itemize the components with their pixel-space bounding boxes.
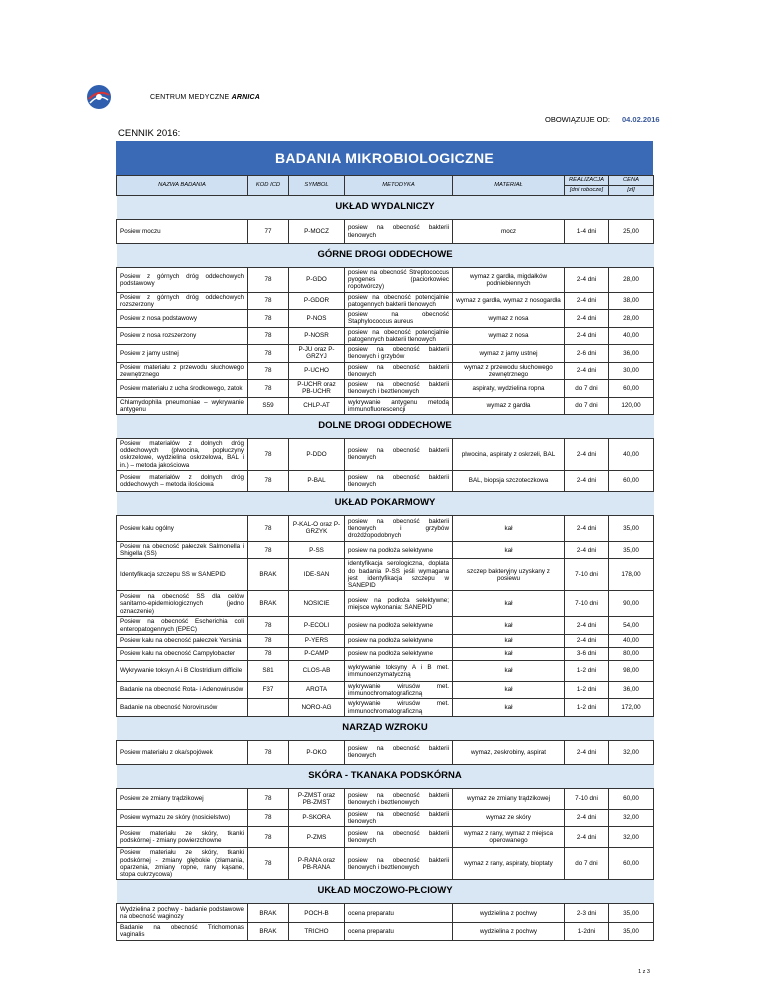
icd-code: BRAK	[248, 559, 289, 591]
test-name: Posiew materiału z ucha środkowego, zatok	[117, 380, 248, 397]
col-name-header: NAZWA BADANIA	[117, 176, 248, 196]
test-symbol: P-CAMP	[289, 647, 345, 660]
test-method: posiew na obecność bakterii tlenowych	[345, 470, 453, 491]
icd-code: 78	[248, 848, 289, 880]
table-row	[117, 923, 654, 940]
test-name: Posiew z nosa podstawowy	[117, 310, 248, 327]
test-symbol: IDE-SAN	[289, 559, 345, 591]
test-price: 98,00	[609, 660, 654, 681]
test-name: Chlamydophila pneumoniae – wykrywanie antygenu	[117, 397, 248, 414]
test-method: posiew na obecność potencjalnie patogennych bakterii tlenowych	[345, 327, 453, 344]
icd-code: S59	[248, 397, 289, 414]
table-row	[117, 438, 654, 470]
realization-days: 2-4 dni	[565, 617, 609, 634]
table-row	[117, 827, 654, 848]
test-price: 60,00	[609, 848, 654, 880]
icd-code: BRAK	[248, 904, 289, 923]
icd-code: 78	[248, 634, 289, 647]
test-method: posiew na obecność potencjalnie patogennych bakterii tlenowych	[345, 292, 453, 309]
test-method: posiew na obecność bakterii tlenowych	[345, 438, 453, 470]
test-method: posiew na obecność bakterii tlenowych i beztlenowych	[345, 848, 453, 880]
valid-from-date: 04.02.2016	[622, 115, 660, 124]
realization-days: do 7 dni	[565, 848, 609, 880]
table-row	[117, 617, 654, 634]
test-method: posiew na podłoża selektywne	[345, 634, 453, 647]
test-name: Posiew z jamy ustnej	[117, 345, 248, 362]
icd-code: F37	[248, 681, 289, 698]
realization-days: 2-4 dni	[565, 809, 609, 826]
section-header	[117, 414, 654, 438]
test-name: Posiew kału na obecność Campylobacter	[117, 647, 248, 660]
test-name: Posiew materiału z oka/spojówek	[117, 740, 248, 764]
valid-from-label: OBOWIĄZUJE OD:	[545, 115, 611, 124]
test-method: wykrywanie wirusów met. immunochromatograficzną	[345, 699, 453, 716]
col-method-header: METODYKA	[345, 176, 453, 196]
test-name: Posiew z górnych dróg oddechowych podstawowy	[117, 268, 248, 293]
realization-days: 2-4 dni	[565, 470, 609, 491]
test-name: Posiew na obecność pałeczek Salmonella i Shigella (SS)	[117, 541, 248, 558]
test-material: plwocina, aspiraty z oskrzeli, BAL	[453, 438, 565, 470]
table-row	[117, 559, 654, 591]
test-method: posiew na obecność bakterii tlenowych i grzybów	[345, 345, 453, 362]
table-row	[117, 848, 654, 880]
test-price: 32,00	[609, 740, 654, 764]
test-material: wymaz ze skóry	[453, 809, 565, 826]
test-method: posiew na obecność bakterii tlenowych	[345, 740, 453, 764]
test-name: Posiew moczu	[117, 220, 248, 244]
section-title: NARZĄD WZROKU	[117, 716, 654, 740]
test-method: posiew na podłoża selektywne	[345, 617, 453, 634]
test-name: Posiew materiału z przewodu słuchowego zewnętrznego	[117, 362, 248, 379]
test-symbol: P-RANA oraz PB-RANA	[289, 848, 345, 880]
price-grid	[116, 175, 654, 941]
test-symbol: NORO-AG	[289, 699, 345, 716]
table-row	[117, 904, 654, 923]
test-material: kał	[453, 634, 565, 647]
test-method: posiew na obecność bakterii tlenowych	[345, 220, 453, 244]
icd-code: 78	[248, 541, 289, 558]
test-name: Posiew materiału ze skóry, tkanki podskórnej - zmiany powierzchowne	[117, 827, 248, 848]
test-name: Posiew kału na obecność pałeczek Yersinia	[117, 634, 248, 647]
test-material: wymaz ze zmiany trądzikowej	[453, 788, 565, 809]
test-name: Posiew materiałów z dolnych dróg oddechowych – metoda ilościowa	[117, 470, 248, 491]
realization-days: 1-2 dni	[565, 699, 609, 716]
icd-code: 78	[248, 380, 289, 397]
section-header	[117, 244, 654, 268]
section-header	[117, 196, 654, 220]
test-method: posiew na obecność bakterii tlenowych	[345, 362, 453, 379]
table-row	[117, 292, 654, 309]
test-material: kał	[453, 647, 565, 660]
test-method: wykrywanie wirusów met. immunochromatograficzną	[345, 681, 453, 698]
test-material: wymaz z nosa	[453, 310, 565, 327]
test-method: posiew na obecność bakterii tlenowych	[345, 809, 453, 826]
icd-code: 78	[248, 617, 289, 634]
test-material: kał	[453, 660, 565, 681]
test-material: kał	[453, 681, 565, 698]
test-material: wymaz, zeskrobiny, aspirat	[453, 740, 565, 764]
test-name: Badanie na obecność Rota- i Adenowirusów	[117, 681, 248, 698]
realization-days: 2-4 dni	[565, 541, 609, 558]
icd-code: 78	[248, 310, 289, 327]
column-header-row	[117, 176, 654, 186]
test-method: identyfikacja serologiczna, doplata do badania P-SS jeśli wymagana jest identyfikacja szczepu w SANEPID	[345, 559, 453, 591]
test-symbol: AROTA	[289, 681, 345, 698]
table-row	[117, 809, 654, 826]
test-material: wymaz z gardła	[453, 397, 565, 414]
test-price: 28,00	[609, 310, 654, 327]
table-row	[117, 327, 654, 344]
table-row	[117, 345, 654, 362]
realization-days: do 7 dni	[565, 397, 609, 414]
test-price: 80,00	[609, 647, 654, 660]
table-row	[117, 397, 654, 414]
test-method: ocena preparatu	[345, 923, 453, 940]
section-header	[117, 716, 654, 740]
test-price: 32,00	[609, 809, 654, 826]
test-price: 28,00	[609, 268, 654, 293]
test-method: posiew na obecność bakterii tlenowych i grzybów drożdżopodobnych	[345, 515, 453, 541]
test-method: posiew na obecność bakterii tlenowych i beztlenowych	[345, 380, 453, 397]
icd-code: 78	[248, 345, 289, 362]
section-title: GÓRNE DROGI ODDECHOWE	[117, 244, 654, 268]
icd-code: 78	[248, 809, 289, 826]
test-material: kał	[453, 515, 565, 541]
test-name: Posiew na obecność Escherichia coli enteropatogennych (EPEC)	[117, 617, 248, 634]
price-table	[116, 141, 653, 941]
test-material: wydzielina z pochwy	[453, 923, 565, 940]
section-title: UKŁAD POKARMOWY	[117, 491, 654, 515]
test-symbol: P-BAL	[289, 470, 345, 491]
realization-days: 1-4 dni	[565, 220, 609, 244]
test-material: wymaz z rany, aspiraty, bioptaty	[453, 848, 565, 880]
test-name: Posiew materiałów z dolnych dróg oddechowych (plwocina, popłuczyny oskrzelowe, wydzielina oskrzelowa, BAL i in.) – metoda jakościowa	[117, 438, 248, 470]
test-material: wymaz z gardła, migdałków podniebiennych	[453, 268, 565, 293]
test-method: ocena preparatu	[345, 904, 453, 923]
icd-code: 78	[248, 788, 289, 809]
test-symbol: P-UCHO	[289, 362, 345, 379]
col-price-header: CENA	[609, 176, 654, 186]
test-price: 35,00	[609, 515, 654, 541]
test-symbol: P-SKORA	[289, 809, 345, 826]
test-material: BAL, biopsja szczoteczkowa	[453, 470, 565, 491]
col-realization-header: REALIZACJA	[565, 176, 609, 186]
realization-days: 2-4 dni	[565, 634, 609, 647]
test-material: aspiraty, wydzielina ropna	[453, 380, 565, 397]
test-symbol: P-JU oraz P-GRZYJ	[289, 345, 345, 362]
test-material: wymaz z jamy ustnej	[453, 345, 565, 362]
icd-code: 78	[248, 647, 289, 660]
table-row	[117, 362, 654, 379]
test-material: kał	[453, 591, 565, 617]
test-method: posiew na obecność bakterii tlenowych i beztlenowych	[345, 788, 453, 809]
icd-code: 78	[248, 438, 289, 470]
realization-days: 7-10 dni	[565, 788, 609, 809]
test-symbol: P-SS	[289, 541, 345, 558]
col-material-header: MATERIAŁ	[453, 176, 565, 196]
realization-days: 1-2 dni	[565, 681, 609, 698]
pricelist-title: CENNIK 2016:	[118, 128, 181, 139]
icd-code: 77	[248, 220, 289, 244]
test-method: posiew na obecność bakterii tlenowych	[345, 827, 453, 848]
icd-code: 78	[248, 268, 289, 293]
realization-days: 2-6 dni	[565, 345, 609, 362]
test-symbol: P-MOCZ	[289, 220, 345, 244]
test-material: szczep bakteryjny uzyskany z posiewu	[453, 559, 565, 591]
test-method: wykrywanie antygenu metodą immunofluorescencji	[345, 397, 453, 414]
test-price: 120,00	[609, 397, 654, 414]
realization-days: 3-6 dni	[565, 647, 609, 660]
test-material: wydzielina z pochwy	[453, 904, 565, 923]
table-row	[117, 380, 654, 397]
test-price: 60,00	[609, 788, 654, 809]
test-name: Badanie na obecność Norovirusów	[117, 699, 248, 716]
test-price: 90,00	[609, 591, 654, 617]
table-row	[117, 515, 654, 541]
test-name: Posiew wymazu ze skóry (nosicielstwo)	[117, 809, 248, 826]
test-name: Badanie na obecność Trichomonas vaginalis	[117, 923, 248, 940]
test-price: 36,00	[609, 345, 654, 362]
icd-code: S81	[248, 660, 289, 681]
icd-code	[248, 699, 289, 716]
test-price: 35,00	[609, 541, 654, 558]
table-row	[117, 699, 654, 716]
test-price: 36,00	[609, 681, 654, 698]
test-symbol: CHLP-AT	[289, 397, 345, 414]
test-symbol: P-NOS	[289, 310, 345, 327]
table-row	[117, 310, 654, 327]
table-row	[117, 647, 654, 660]
test-name: Posiew materiału ze skóry, tkanki podskórnej - zmiany głębokie (złamania, oparzenia, zmiany ropne, rany kąsane, stopa cukrzycowa)	[117, 848, 248, 880]
icd-code: 78	[248, 470, 289, 491]
icd-code: BRAK	[248, 923, 289, 940]
test-price: 40,00	[609, 634, 654, 647]
icd-code: BRAK	[248, 591, 289, 617]
realization-days: 7-10 dni	[565, 559, 609, 591]
test-material: wymaz z nosa	[453, 327, 565, 344]
test-symbol: P-GDOR	[289, 292, 345, 309]
test-price: 40,00	[609, 438, 654, 470]
realization-days: 2-4 dni	[565, 515, 609, 541]
realization-days: 1-2dni	[565, 923, 609, 940]
realization-days: 1-2 dni	[565, 660, 609, 681]
test-material: wymaz z przewodu słuchowego zewnętrznego	[453, 362, 565, 379]
test-symbol: P-NOSR	[289, 327, 345, 344]
clinic-name: CENTRUM MEDYCZNE ARNICA	[150, 94, 260, 101]
icd-code: 78	[248, 515, 289, 541]
realization-days: 2-3 dni	[565, 904, 609, 923]
section-header	[117, 764, 654, 788]
table-title: BADANIA MIKROBIOLOGICZNE	[116, 141, 653, 175]
test-symbol: P-ZMST oraz PB-ZMST	[289, 788, 345, 809]
section-header	[117, 880, 654, 904]
test-name: Posiew z nosa rozszerzony	[117, 327, 248, 344]
test-material: wymaz z gardła, wymaz z nosogardła	[453, 292, 565, 309]
test-method: posiew na podłoża selektywne; miejsce wykonania: SANEPID	[345, 591, 453, 617]
test-price: 32,00	[609, 827, 654, 848]
test-name: Posiew na obecność SS dla celów sanitarno-epidemiologicznych (jedno oznaczenie)	[117, 591, 248, 617]
table-row	[117, 660, 654, 681]
test-price: 35,00	[609, 904, 654, 923]
test-name: Posiew ze zmiany trądzikowej	[117, 788, 248, 809]
icd-code: 78	[248, 740, 289, 764]
test-name: Wydzielina z pochwy - badanie podstawowe na obecność waginozy	[117, 904, 248, 923]
test-price: 60,00	[609, 380, 654, 397]
test-symbol: P-OKO	[289, 740, 345, 764]
test-price: 25,00	[609, 220, 654, 244]
table-row	[117, 470, 654, 491]
section-title: SKÓRA - TKANAKA PODSKÓRNA	[117, 764, 654, 788]
test-symbol: P-GDO	[289, 268, 345, 293]
test-symbol: P-YERS	[289, 634, 345, 647]
test-price: 30,00	[609, 362, 654, 379]
realization-days: 2-4 dni	[565, 268, 609, 293]
page-number: 1 z 3	[638, 969, 650, 975]
realization-days: 2-4 dni	[565, 327, 609, 344]
col-icd-header: KOD ICD	[248, 176, 289, 196]
section-title: DOLNE DROGI ODDECHOWE	[117, 414, 654, 438]
realization-days: 2-4 dni	[565, 740, 609, 764]
test-price: 178,00	[609, 559, 654, 591]
test-price: 35,00	[609, 923, 654, 940]
realization-days: 2-4 dni	[565, 292, 609, 309]
test-symbol: P-DDO	[289, 438, 345, 470]
realization-days: 2-4 dni	[565, 362, 609, 379]
icd-code: 78	[248, 827, 289, 848]
icd-code: 78	[248, 292, 289, 309]
test-method: posiew na podłoża selektywne	[345, 541, 453, 558]
col-price-unit: [zł]	[609, 186, 654, 196]
col-symbol-header: SYMBOL	[289, 176, 345, 196]
table-row	[117, 740, 654, 764]
table-row	[117, 268, 654, 293]
test-symbol: CLOS-AB	[289, 660, 345, 681]
section-title: UKŁAD WYDALNICZY	[117, 196, 654, 220]
table-row	[117, 220, 654, 244]
col-realization-unit: [dni robocze]	[565, 186, 609, 196]
test-method: posiew na podłoża selektywne	[345, 647, 453, 660]
test-symbol: NOSICIE	[289, 591, 345, 617]
test-name: Identyfikacja szczepu SS w SANEPID	[117, 559, 248, 591]
realization-days: 7-10 dni	[565, 591, 609, 617]
test-price: 40,00	[609, 327, 654, 344]
test-name: Posiew z górnych dróg oddechowych rozszerzony	[117, 292, 248, 309]
icd-code: 78	[248, 327, 289, 344]
table-row	[117, 788, 654, 809]
realization-days: do 7 dni	[565, 380, 609, 397]
test-material: kał	[453, 541, 565, 558]
test-price: 54,00	[609, 617, 654, 634]
test-symbol: POCH-B	[289, 904, 345, 923]
realization-days: 2-4 dni	[565, 827, 609, 848]
table-row	[117, 591, 654, 617]
test-symbol: P-KAL-O oraz P-GRZYK	[289, 515, 345, 541]
realization-days: 2-4 dni	[565, 438, 609, 470]
test-symbol: P-UCHR oraz PB-UCHR	[289, 380, 345, 397]
test-name: Posiew kału ogólny	[117, 515, 248, 541]
test-material: kał	[453, 699, 565, 716]
section-title: UKŁAD MOCZOWO-PŁCIOWY	[117, 880, 654, 904]
section-header	[117, 491, 654, 515]
test-symbol: P-ZMS	[289, 827, 345, 848]
table-row	[117, 541, 654, 558]
test-price: 60,00	[609, 470, 654, 491]
clinic-logo	[86, 84, 112, 110]
test-method: wykrywanie toksyny A i B met. immunoenzymatyczną	[345, 660, 453, 681]
test-symbol: P-ECOLI	[289, 617, 345, 634]
icd-code: 78	[248, 362, 289, 379]
realization-days: 2-4 dni	[565, 310, 609, 327]
test-name: Wykrywanie toksyn A i B Clostridium difficile	[117, 660, 248, 681]
table-row	[117, 634, 654, 647]
test-symbol: TRICHO	[289, 923, 345, 940]
test-method: posiew na obecność Staphylococcus aureus	[345, 310, 453, 327]
test-material: wymaz z rany, wymaz z miejsca operowanego	[453, 827, 565, 848]
test-material: mocz	[453, 220, 565, 244]
test-material: kał	[453, 617, 565, 634]
test-method: posiew na obecność Streptococcus pyogenes (paciorkowiec ropotwórczy)	[345, 268, 453, 293]
test-price: 172,00	[609, 699, 654, 716]
table-row	[117, 681, 654, 698]
test-price: 38,00	[609, 292, 654, 309]
